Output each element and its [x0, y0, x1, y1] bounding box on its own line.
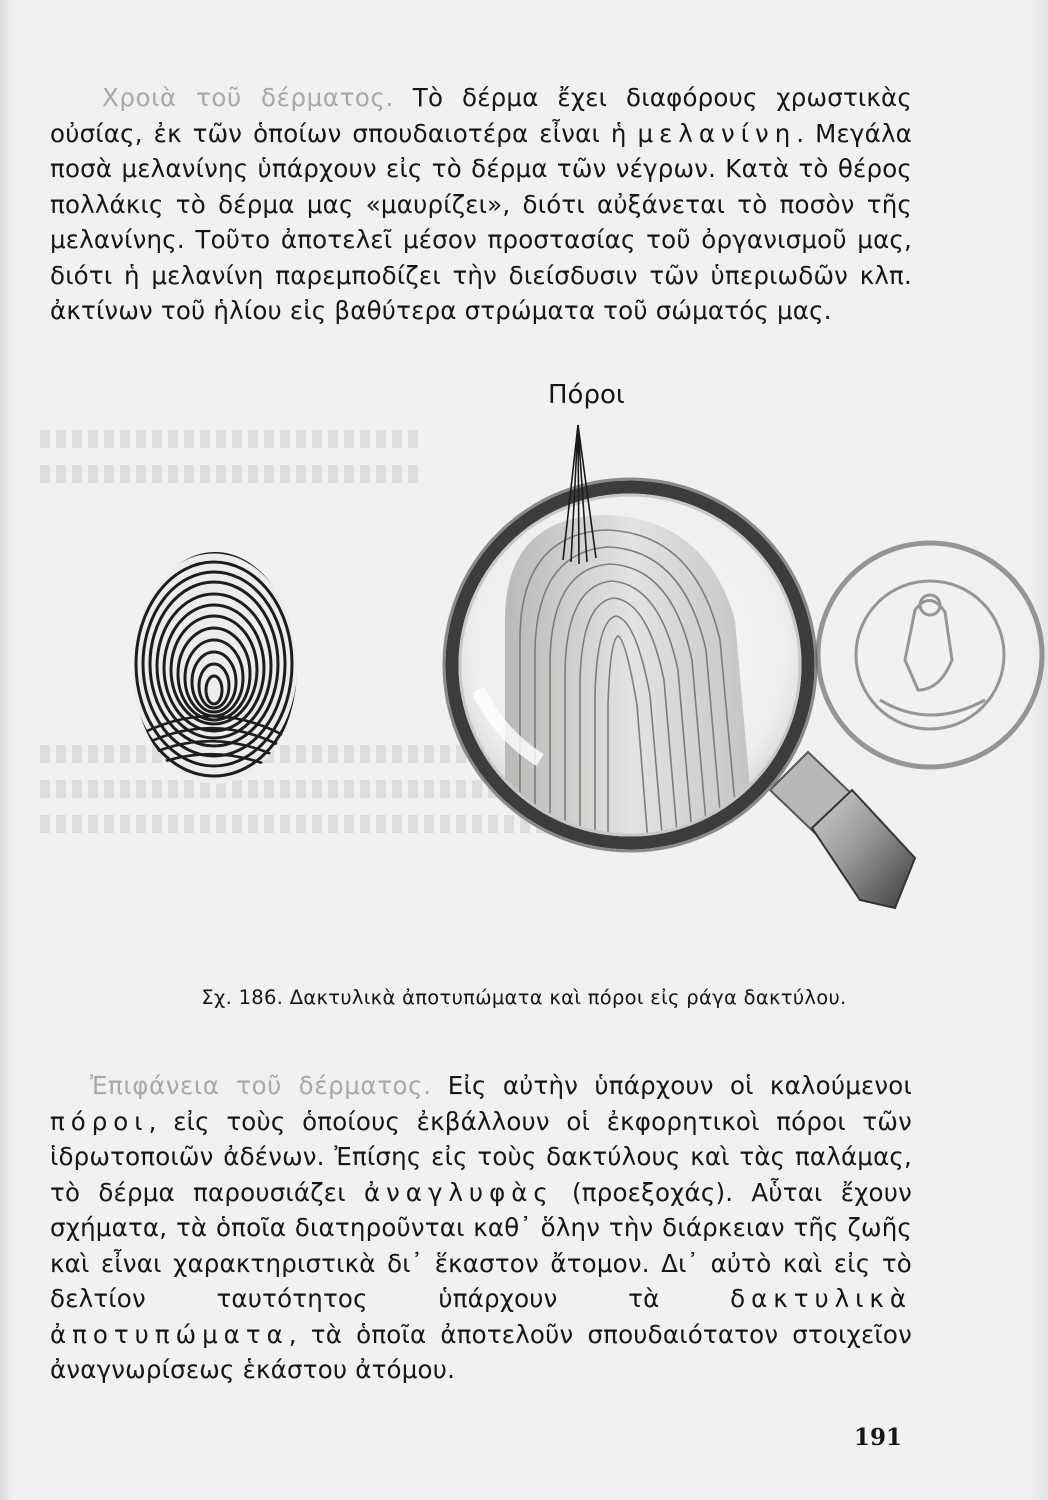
figure-caption: Σχ. 186. Δακτυλικὰ ἀποτυπώματα καὶ πόροι εἰς ράγα δακτύλου. [201, 986, 847, 1009]
emphasized-term: πόροι [50, 1106, 149, 1136]
magnifier-lens [444, 479, 816, 900]
paragraph-text: (προεξοχάς). Αὗται ἔχουν σχήματα, τὰ ὁποῖα διατηροῦνται καθ᾽ ὅλην τὴν διάρκειαν τῆς ζωῆς καὶ εἶναι χαρακτηριστικὰ δι᾽ ἕκαστον ἄτομον. Δι᾽ αὐτὸ καὶ εἰς τὸ δελτίον ταυτότητος ὑπάρχουν τὰ [50, 1177, 912, 1313]
magnifier-handle [770, 752, 915, 908]
emphasized-term: ἀναγλυφὰς [363, 1177, 554, 1207]
library-stamp [818, 543, 1042, 767]
paragraph-text: Εἰς αὐτὴν ὑπάρχουν οἱ καλούμενοι [431, 1071, 912, 1100]
paragraph-skin-surface [50, 1068, 912, 1388]
paragraph-text: Τὸ δέρμα ἔχει διαφόρους χρωστικὰς οὐσίας, ἐκ τῶν ὁποίων σπουδαιοτέρα εἶναι ἡ [50, 83, 912, 148]
emphasized-term: μελανίνη [637, 118, 797, 148]
pores-label: Πόροι [548, 380, 625, 410]
paragraph-text: , τὰ ὁποῖα ἀποτελοῦν σπουδαιότατον στοιχεῖον ἀναγνωρίσεως ἑκάστου ἀτόμου. [50, 1319, 912, 1384]
fingerprint-image [129, 552, 300, 784]
page-number: 191 [853, 1424, 902, 1451]
subheading-skin-surface: Ἐπιφάνεια τοῦ δέρματος. [90, 1071, 432, 1100]
paragraph-text: , εἰς τοὺς ὁποίους ἐκβάλλουν οἱ ἐκφορητικοὶ πόροι τῶν ἱδρωτοποιῶν ἀδένων. Ἐπίσης εἰς τοὺς δακτύλους καὶ τὰς παλάμας, τὸ δέρμα παρουσιάζει [50, 1106, 912, 1207]
subheading-skin-color: Χροιὰ τοῦ δέρματος. [102, 83, 394, 112]
emphasized-term: δακτυλικὰ ἀποτυπώματα [50, 1284, 912, 1349]
paragraph-text: . Μεγάλα ποσὰ μελανίνης ὑπάρχουν εἰς τὸ δέρμα τῶν νέγρων. Κατὰ τὸ θέρος πολλάκις τὸ δέρμα μας «μαυρίζει», διότι αὐξάνεται τὸ ποσὸν τῆς μελανίνης. Τοῦτο ἀποτελεῖ μέσον προστασίας τοῦ ὀργανισμοῦ μας, διότι ἡ μελανίνη παρεμποδίζει τὴν διείσδυσιν τῶν ὑπεριωδῶν κλπ. ἀκτίνων τοῦ ἡλίου εἰς βαθύτερα στρώματα τοῦ σώματός μας. [50, 118, 913, 325]
